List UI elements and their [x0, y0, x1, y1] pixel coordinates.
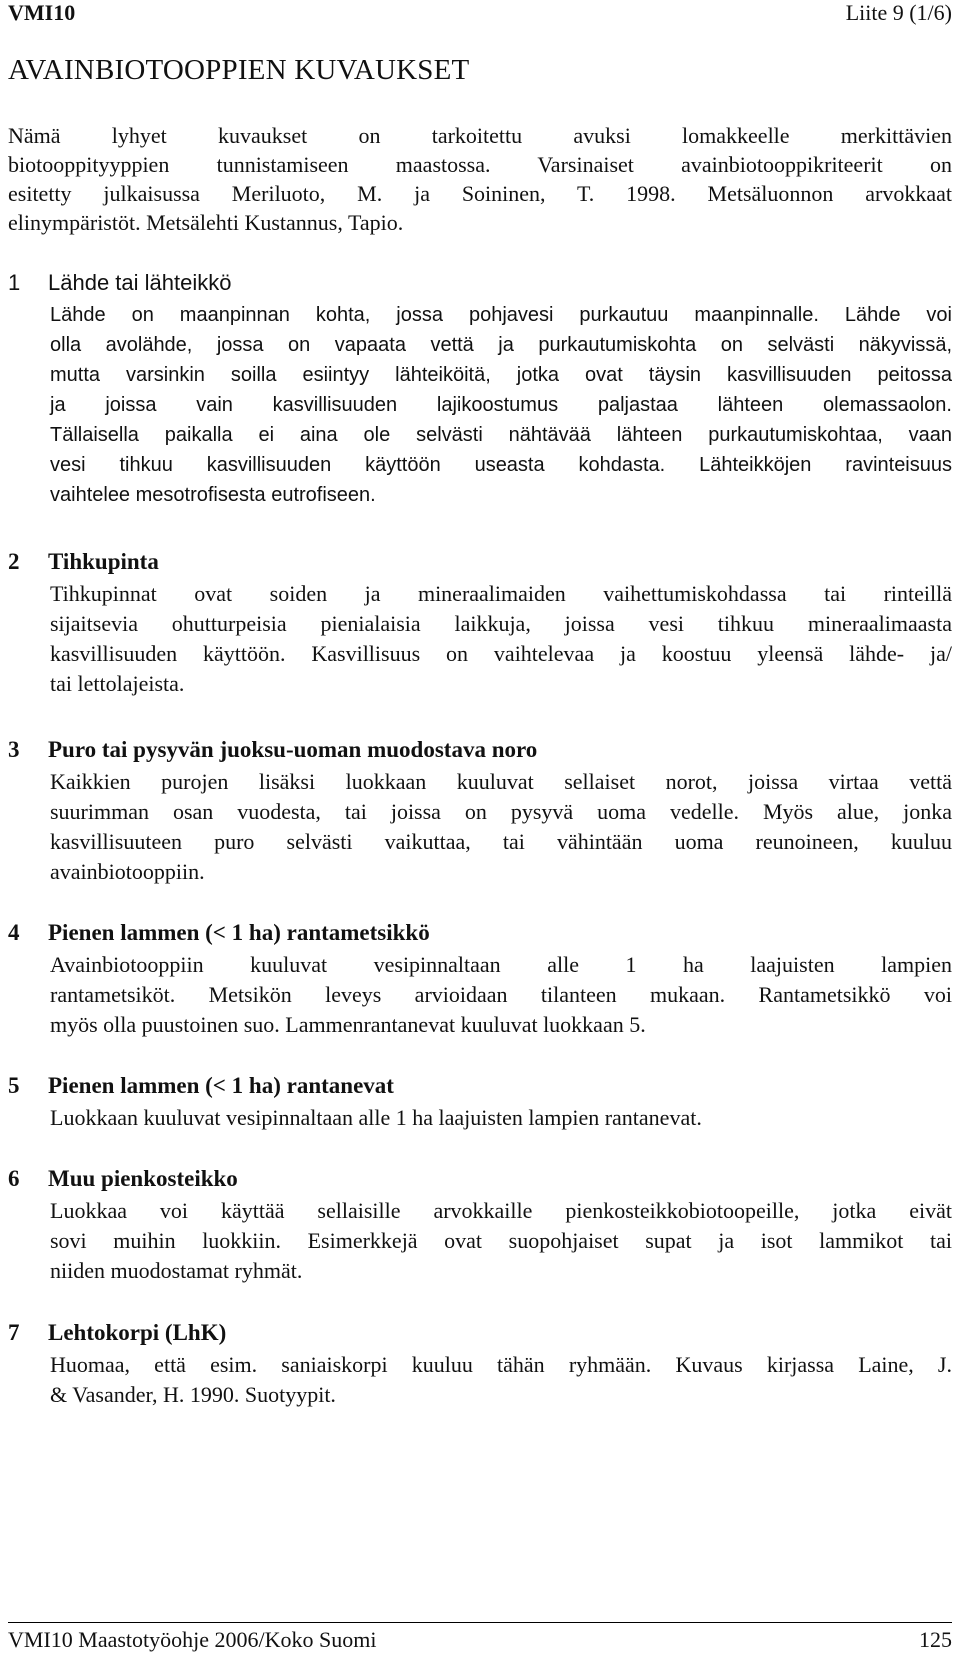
- body-line: & Vasander, H. 1990. Suotyypit.: [50, 1382, 336, 1407]
- body-line: kasvillisuuden käyttöön. Kasvillisuus on vaihtelevaa ja koostuu yleensä lähde- ja/: [50, 641, 952, 666]
- page-title: AVAINBIOTOOPPIEN KUVAUKSET: [8, 54, 470, 86]
- section-5: [8, 1071, 952, 1133]
- section-body: [50, 579, 952, 699]
- section-heading: [8, 1318, 952, 1350]
- body-line: Luokkaan kuuluvat vesipinnaltaan alle 1 ha laajuisten lampien rantanevat.: [50, 1105, 702, 1130]
- body-line: avainbiotooppiin.: [50, 859, 205, 884]
- body-line: olla avolähde, jossa on vapaata vettä ja purkautumiskohta on selvästi näkyvissä,: [50, 334, 952, 356]
- section-number: 1: [8, 270, 21, 295]
- section-body: [50, 1350, 952, 1410]
- section-number: 3: [8, 737, 20, 762]
- body-line: Tällaisella paikalla ei aina ole selvästi nähtävää lähteen purkautumiskohtaa, vaan: [50, 424, 952, 446]
- section-title: Tihkupinta: [48, 549, 159, 574]
- intro-paragraph: [8, 121, 952, 237]
- section-heading: [8, 1164, 952, 1196]
- body-line: Kaikkien purojen lisäksi luokkaan kuuluvat sellaiset norot, joissa virtaa vettä: [50, 769, 952, 794]
- section-heading: [8, 1071, 952, 1103]
- body-line: sovi muihin luokkiin. Esimerkkejä ovat suopohjaiset supat ja isot lammikot tai: [50, 1228, 952, 1253]
- section-heading: [8, 268, 952, 300]
- body-line: tai lettolajeista.: [50, 671, 185, 696]
- footer-divider: [8, 1622, 952, 1623]
- section-body: [50, 950, 952, 1040]
- intro-line: Nämä lyhyet kuvaukset on tarkoitettu avuksi lomakkeelle merkittävien: [8, 123, 952, 148]
- section-6: [8, 1164, 952, 1286]
- section-title: Puro tai pysyvän juoksu-uoman muodostava noro: [48, 737, 538, 762]
- section-body: [50, 300, 952, 510]
- section-title: Muu pienkosteikko: [48, 1166, 238, 1191]
- intro-line: elinympäristöt. Metsälehti Kustannus, Tapio.: [8, 210, 404, 235]
- body-line: Lähde on maanpinnan kohta, jossa pohjavesi purkautuu maanpinnalle. Lähde voi: [50, 304, 952, 326]
- body-line: rantametsiköt. Metsikön leveys arvioidaan tilanteen mukaan. Rantametsikkö voi: [50, 982, 952, 1007]
- section-title: Pienen lammen (< 1 ha) rantametsikkö: [48, 920, 430, 945]
- section-number: 2: [8, 549, 20, 574]
- document-code: VMI10: [8, 0, 76, 25]
- body-line: mutta varsinkin soilla esiintyy lähteiköitä, jotka ovat täysin kasvillisuuden peitossa: [50, 364, 952, 386]
- page-number: 125: [919, 1627, 952, 1652]
- appendix-label: Liite 9 (1/6): [845, 0, 952, 25]
- section-title: Lähde tai lähteikkö: [48, 270, 232, 295]
- body-line: suurimman osan vuodesta, tai joissa on pysyvä uoma vedelle. Myös alue, jonka: [50, 799, 952, 824]
- body-line: myös olla puustoinen suo. Lammenrantanevat kuuluvat luokkaan 5.: [50, 1012, 646, 1037]
- section-body: [50, 767, 952, 887]
- body-line: sijaitsevia ohutturpeisia pienialaisia laikkuja, joissa vesi tihkuu mineraalimaasta: [50, 611, 952, 636]
- body-line: Avainbiotooppiin kuuluvat vesipinnaltaan alle 1 ha laajuisten lampien: [50, 952, 952, 977]
- section-7: [8, 1318, 952, 1410]
- page-header: [8, 0, 952, 28]
- body-line: ja joissa vain kasvillisuuden lajikoostumus paljastaa lähteen olemassaolon.: [50, 394, 952, 416]
- section-number: 7: [8, 1320, 20, 1345]
- body-line: vesi tihkuu kasvillisuuden käyttöön useasta kohdasta. Lähteikköjen ravinteisuus: [50, 454, 952, 476]
- section-number: 4: [8, 920, 20, 945]
- body-line: niiden muodostamat ryhmät.: [50, 1258, 303, 1283]
- section-heading: [8, 918, 952, 950]
- footer-document-title: VMI10 Maastotyöohje 2006/Koko Suomi: [8, 1627, 377, 1652]
- section-4: [8, 918, 952, 1040]
- section-body: [50, 1103, 952, 1133]
- page-footer: [8, 1627, 952, 1653]
- body-line: Huomaa, että esim. saniaiskorpi kuuluu tähän ryhmään. Kuvaus kirjassa Laine, J.: [50, 1352, 952, 1377]
- section-heading: [8, 547, 952, 579]
- section-number: 5: [8, 1073, 20, 1098]
- section-3: [8, 735, 952, 887]
- section-title: Pienen lammen (< 1 ha) rantanevat: [48, 1073, 394, 1098]
- body-line: kasvillisuuteen puro selvästi vaikuttaa, tai vähintään uoma reunoineen, kuuluu: [50, 829, 952, 854]
- body-line: Tihkupinnat ovat soiden ja mineraalimaiden vaihettumiskohdassa tai rinteillä: [50, 581, 952, 606]
- section-body: [50, 1196, 952, 1286]
- body-line: vaihtelee mesotrofisesta eutrofiseen.: [50, 484, 376, 506]
- section-heading: [8, 735, 952, 767]
- section-number: 6: [8, 1166, 20, 1191]
- intro-line: biotooppityyppien tunnistamiseen maastossa. Varsinaiset avainbiotooppikriteerit on: [8, 152, 952, 177]
- section-2: [8, 547, 952, 699]
- section-title: Lehtokorpi (LhK): [48, 1320, 227, 1345]
- section-1: [8, 268, 952, 510]
- body-line: Luokkaa voi käyttää sellaisille arvokkaille pienkosteikkobiotoopeille, jotka eivät: [50, 1198, 952, 1223]
- intro-line: esitetty julkaisussa Meriluoto, M. ja Soininen, T. 1998. Metsäluonnon arvokkaat: [8, 181, 952, 206]
